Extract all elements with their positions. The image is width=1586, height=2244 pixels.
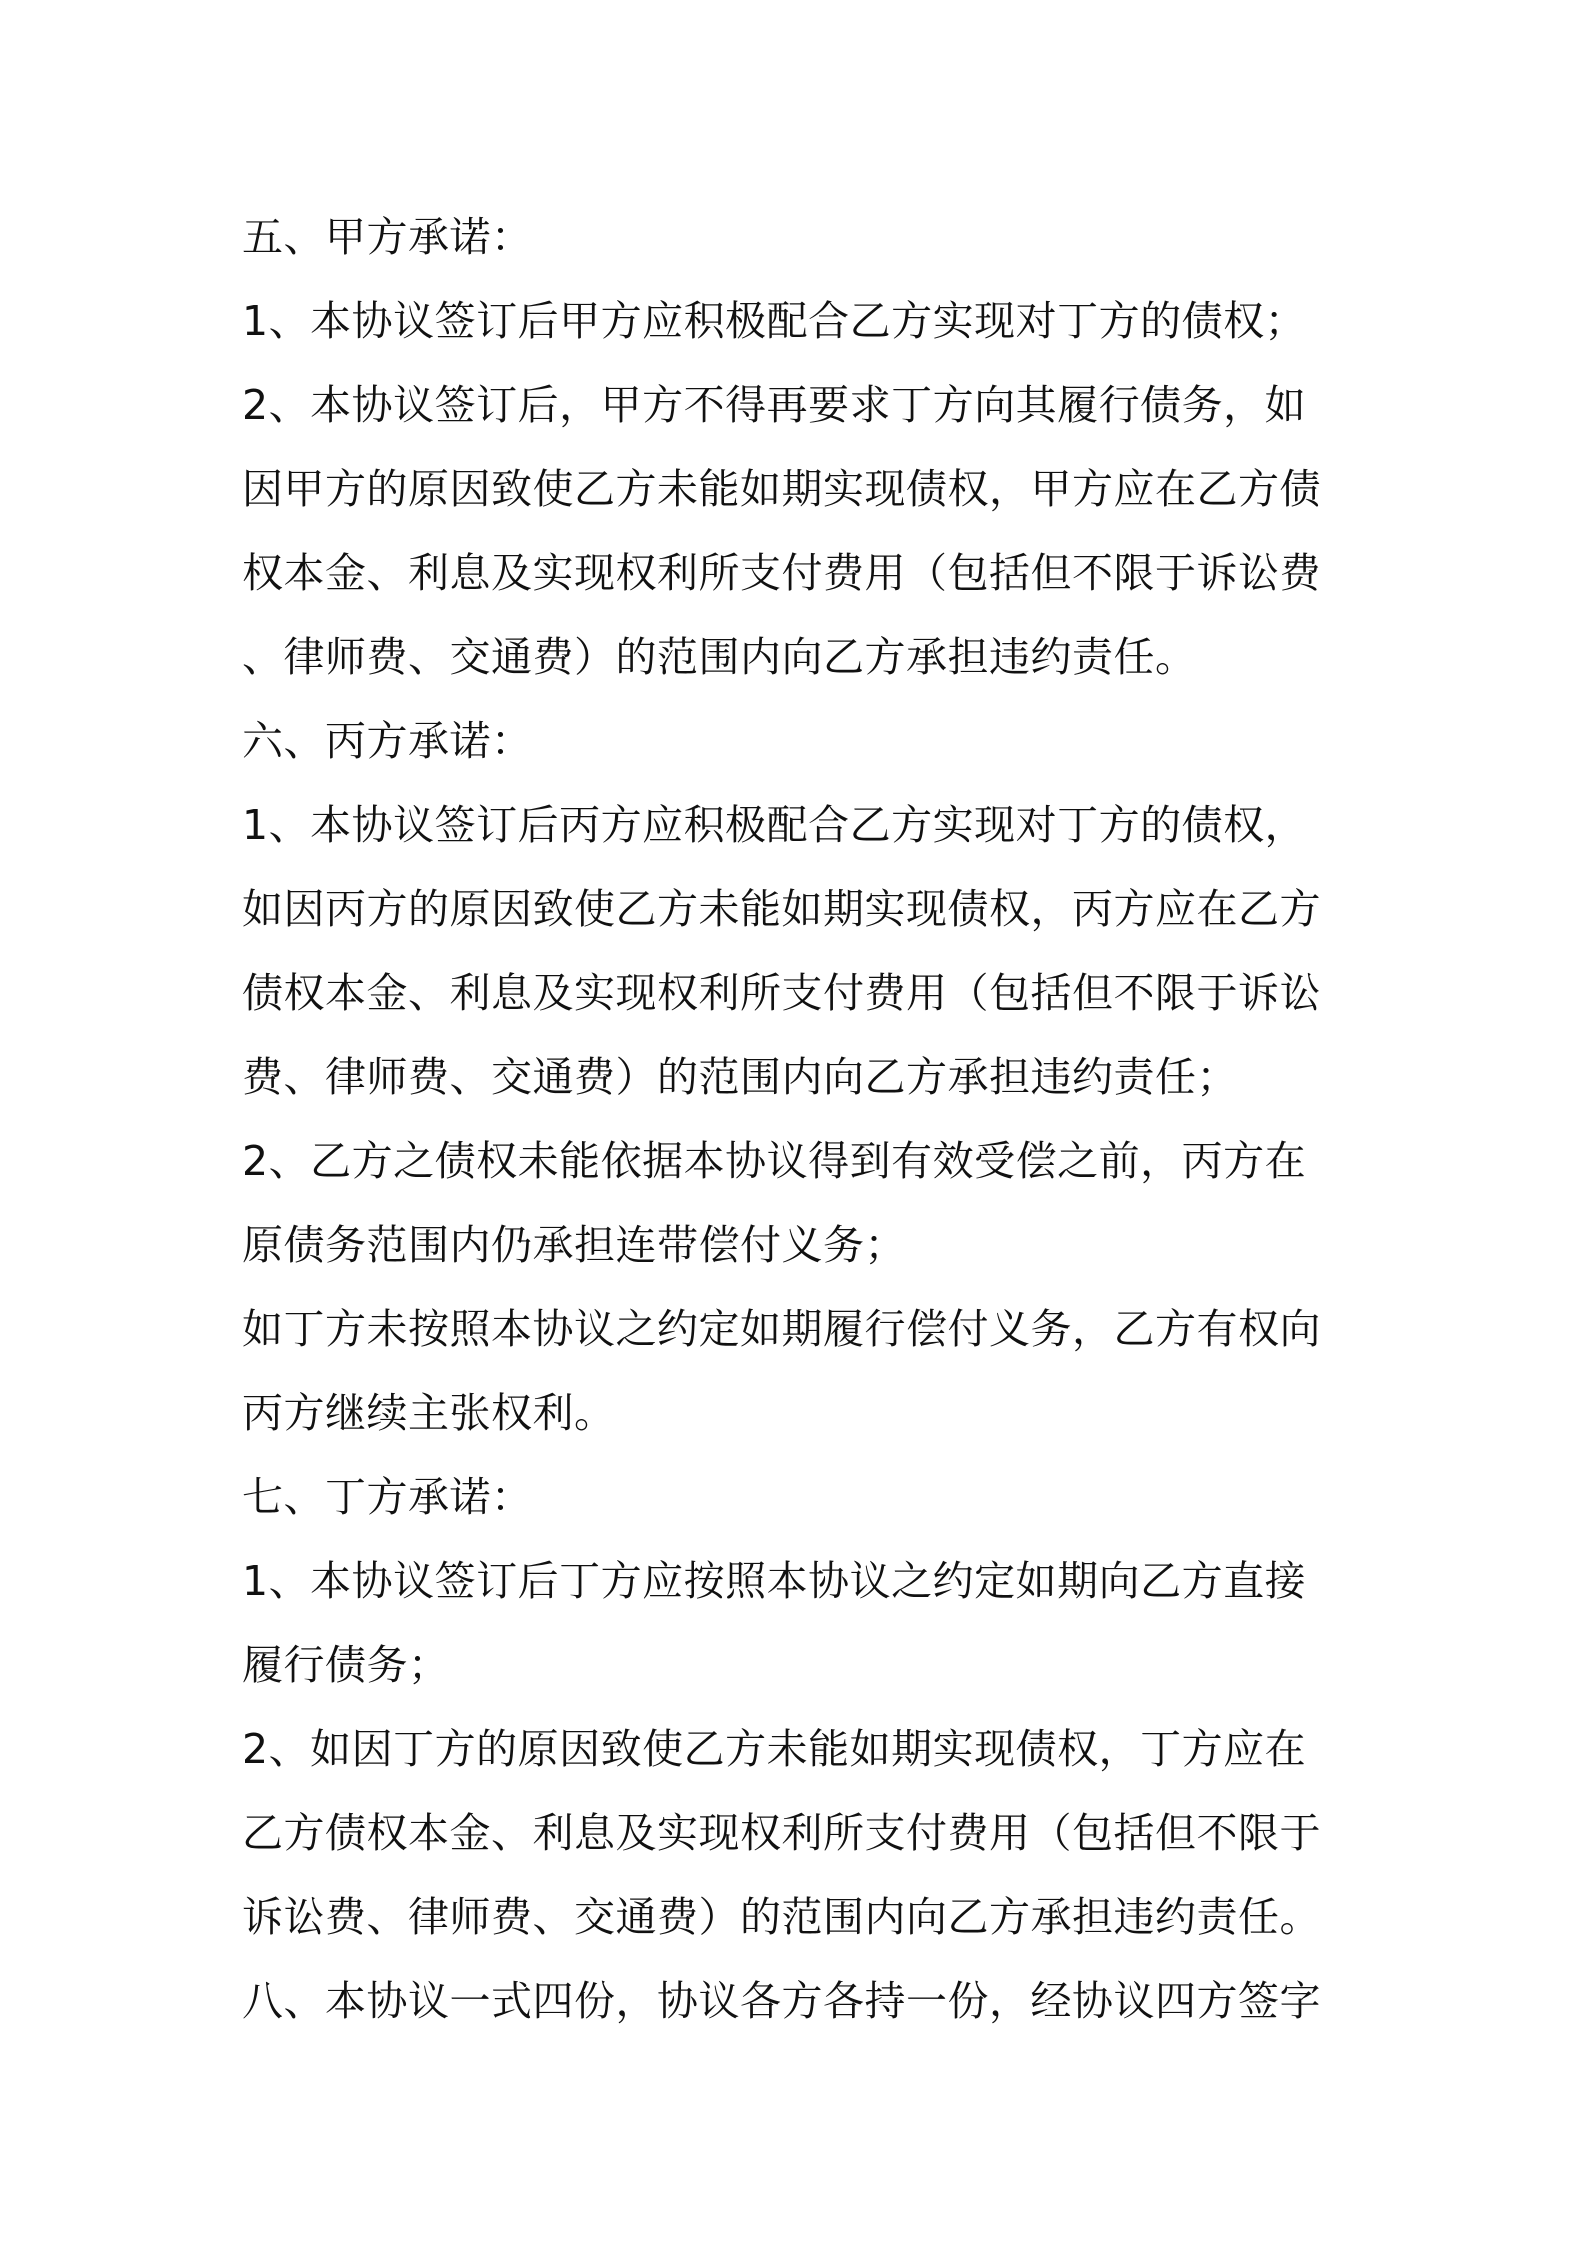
document-body xyxy=(242,195,1360,2043)
section-heading-eight: 八、本协议一式四份，协议各方各持一份，经协议四方签字 xyxy=(242,1977,1321,2025)
text-line: 2、乙方之债权未能依据本协议得到有效受偿之前，丙方在 xyxy=(242,1137,1307,1185)
text-line: 履行债务； xyxy=(242,1641,450,1689)
section-heading-party-d: 七、丁方承诺： xyxy=(242,1473,533,1521)
text-line: 诉讼费、律师费、交通费）的范围内向乙方承担违约责任。 xyxy=(242,1893,1321,1941)
text-line: 、律师费、交通费）的范围内向乙方承担违约责任。 xyxy=(242,633,1197,681)
text-line: 1、本协议签订后丁方应按照本协议之约定如期向乙方直接 xyxy=(242,1557,1307,1605)
text-line: 2、如因丁方的原因致使乙方未能如期实现债权，丁方应在 xyxy=(242,1725,1307,1773)
text-line: 2、本协议签订后，甲方不得再要求丁方向其履行债务，如 xyxy=(242,381,1307,429)
text-line: 债权本金、利息及实现权利所支付费用（包括但不限于诉讼 xyxy=(242,969,1321,1017)
text-line: 丙方继续主张权利。 xyxy=(242,1389,616,1437)
text-line: 乙方债权本金、利息及实现权利所支付费用（包括但不限于 xyxy=(242,1809,1321,1857)
text-line: 1、本协议签订后甲方应积极配合乙方实现对丁方的债权； xyxy=(242,297,1307,345)
section-heading-party-a: 五、甲方承诺： xyxy=(242,213,533,261)
text-line: 如丁方未按照本协议之约定如期履行偿付义务，乙方有权向 xyxy=(242,1305,1321,1353)
text-line: 因甲方的原因致使乙方未能如期实现债权，甲方应在乙方债 xyxy=(242,465,1321,513)
section-heading-party-c: 六、丙方承诺： xyxy=(242,717,533,765)
text-line: 1、本协议签订后丙方应积极配合乙方实现对丁方的债权， xyxy=(242,801,1307,849)
text-line: 权本金、利息及实现权利所支付费用（包括但不限于诉讼费 xyxy=(242,549,1321,597)
text-line: 如因丙方的原因致使乙方未能如期实现债权，丙方应在乙方 xyxy=(242,885,1321,933)
text-line: 原债务范围内仍承担连带偿付义务； xyxy=(242,1221,906,1269)
text-line: 费、律师费、交通费）的范围内向乙方承担违约责任； xyxy=(242,1053,1238,1101)
